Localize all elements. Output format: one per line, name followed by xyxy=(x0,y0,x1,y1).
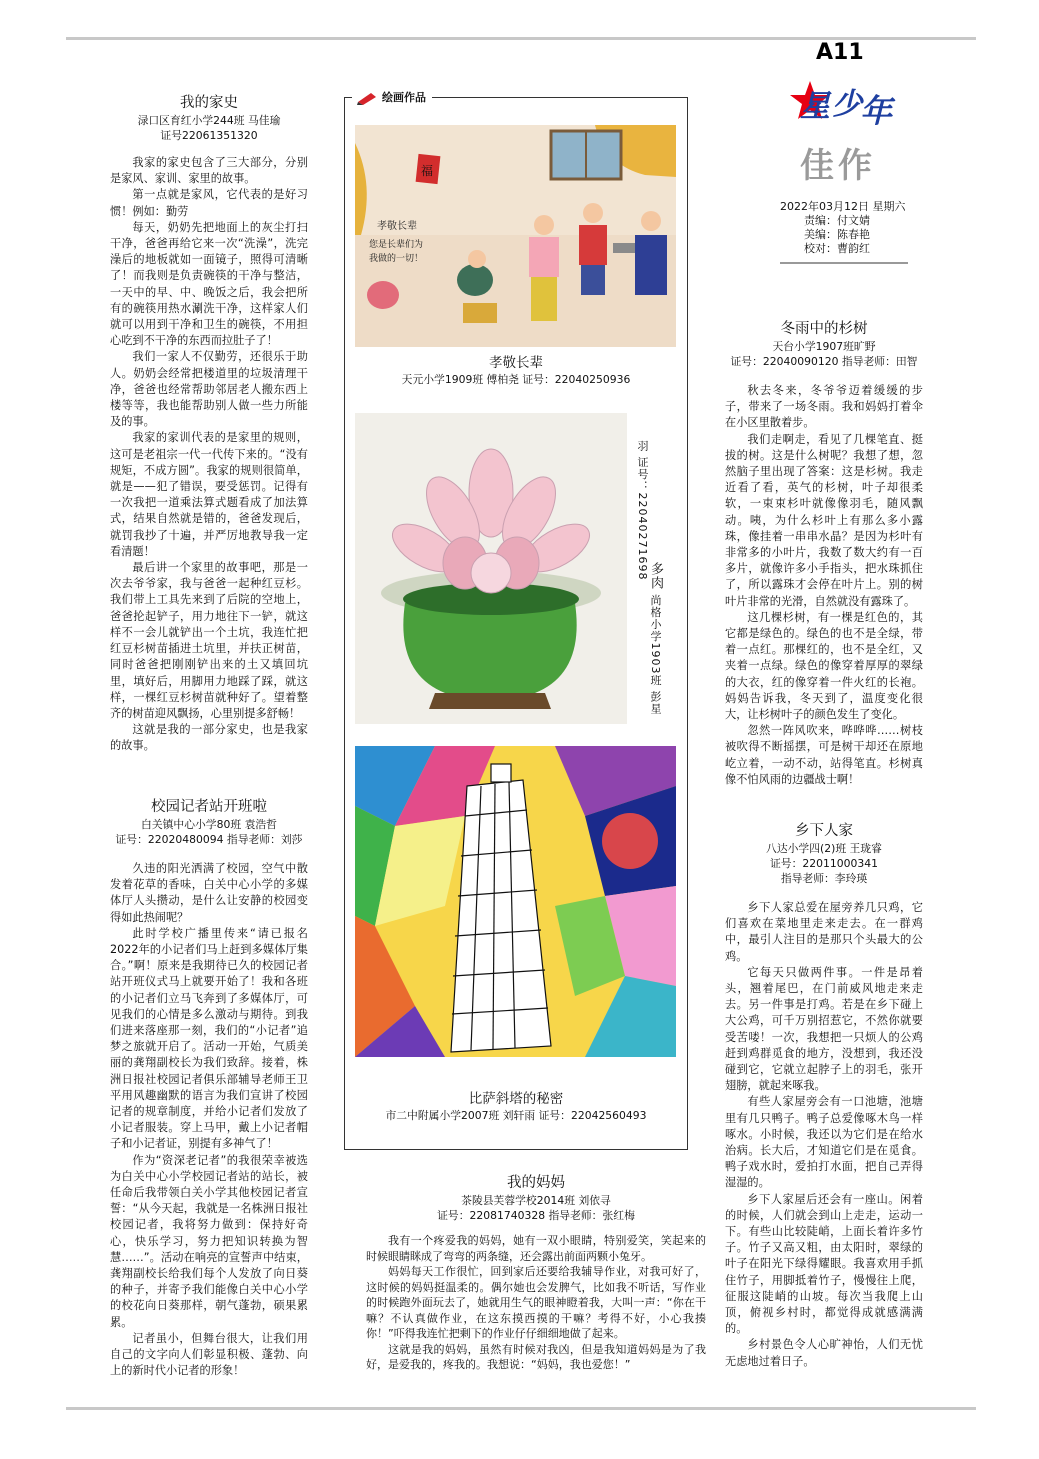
painting-respect-elders xyxy=(355,125,676,347)
paragraph: 我家的家训代表的是家里的规则，这可是老祖宗一代一代传下来的。“没有规矩，不成方圆”。我家的规则很简单，就是——犯了错误，要受惩罚。记得有一次我把一道乘法算式题看成了加法算式，结果自然就是错的，爸爸发现后，就罚我抄了十遍，并严厉地教导我一定看清题！ xyxy=(110,431,308,558)
article-byline: 指导老师：李玲瑛 xyxy=(780,872,868,885)
article-byline: 证号：22011000341 xyxy=(770,857,878,870)
paragraph: 我们走啊走，看见了几棵笔直、挺拔的树。这是什么树呢？我想了想，忽然脑子里出现了答案：这是杉树。我走近看了看，英气的杉树，叶子却很柔软，一束束杉叶就像像羽毛，随风飘动。咦，为什么杉叶上有那么多小露珠，像挂着一串串水晶？是因为杉叶有非常多的小叶片，我数了数大约有一百多片，就像许多小手指头，把水珠抓住了，所以露珠才会停在叶片上。别的树叶片非常的光滑，自然就没有露珠了。 xyxy=(725,432,923,608)
masthead-rule xyxy=(780,262,908,264)
painting-title: 孝敬长辈 xyxy=(489,355,543,371)
article-title: 校园记者站开班啦 xyxy=(151,799,267,815)
painting-title: 多肉 xyxy=(648,562,663,590)
article-title: 我的妈妈 xyxy=(507,1175,565,1191)
paragraph: 我家的家史包含了三大部分，分别是家风、家训、家里的故事。 xyxy=(110,156,308,186)
pencil-icon xyxy=(356,90,378,104)
paragraph: 有些人家屋旁会有一口池塘，池塘里有几只鸭子。鸭子总爱像啄木鸟一样啄水。小时候，我还以为它们是在给水治病。长大后，才知道它们是在觅食。鸭子戏水时，爱拍打水面，把自己弄得湿湿的。 xyxy=(725,1095,923,1190)
article-byline: 渌口区育红小学244班 马佳瑜 xyxy=(137,114,281,127)
art-text: 您是长辈们为 xyxy=(369,240,424,250)
article-title: 乡下人家 xyxy=(795,823,853,839)
paragraph: 最后讲一个家里的故事吧，那是一次去爷爷家，我与爸爸一起种红豆杉。我们带上工具先来到了后院的空地上，爸爸抡起铲子，用力地往下一铲，就这样不一会儿就铲出一个土坑，我连忙把红豆杉树苗插进土坑里，并扶正树苗，同时爸爸把刚刚铲出来的土又填回坑里，填好后，用脚用力地踩了踩，就这样，一棵红豆杉树苗就种好了。望着整齐的树苗迎风飘扬，心里别提多舒畅！ xyxy=(110,561,308,720)
article-my-mom xyxy=(366,1174,706,1373)
art-text: 孝敬长辈 xyxy=(377,221,417,232)
designer-line: 美编：陈春艳 xyxy=(804,228,870,241)
painting-succulent xyxy=(355,413,627,724)
article-byline: 天台小学1907班旷野 xyxy=(772,340,876,353)
brand-logo xyxy=(788,78,908,128)
svg-text:少: 少 xyxy=(832,88,862,121)
paragraph: 乡村景色令人心旷神怡，人们无忧无虑地过着日子。 xyxy=(725,1338,923,1368)
art-text: 我做的一切！ xyxy=(369,254,424,264)
svg-text:年: 年 xyxy=(860,93,893,128)
painting-title: 比萨斜塔的秘密 xyxy=(468,1091,564,1107)
painting-3-caption xyxy=(346,1090,686,1123)
painting-credit: 市二中附属小学2007班 刘轩雨 证号：22042560493 xyxy=(385,1109,647,1122)
date-line: 2022年03月12日 星期六 xyxy=(780,200,906,213)
painting-credit: 尚格小学1903班 彭星羽 证号：22040271698 xyxy=(636,440,662,715)
section-title: 佳作 xyxy=(800,146,876,186)
article-campus-reporter xyxy=(110,798,308,1380)
paragraph: 这几棵杉树，有一棵是红色的，其它都是绿色的。绿色的也不是全绿，带着一点红。那棵红的，也不是全红，又夹着一点绿。绿色的像穿着厚厚的翠绿的大衣，红的像穿着一件火红的长袍。妈妈告诉我，冬天到了，温度变化很大，让杉树叶子的颜色发生了变化。 xyxy=(725,610,923,722)
article-byline: 证号22061351320 xyxy=(160,129,258,142)
article-family-history xyxy=(110,94,308,755)
article-countryside xyxy=(725,822,923,1370)
painting-credit: 天元小学1909班 傅柏尧 证号：22040250936 xyxy=(401,373,631,386)
article-byline: 证号：22081740328 指导老师：张红梅 xyxy=(437,1209,635,1222)
article-title: 我的家史 xyxy=(180,95,238,111)
masthead xyxy=(728,40,918,270)
paragraph: 作为“资深老记者”的我很荣幸被选为白关中心小学校园记者站的站长，被任命后我带领白关小学其他校园记者宣誓：“从今天起，我就是一名株洲日报社校园记者，我将努力做到：保持好奇心，快乐学习，努力把知识转换为智慧……”。活动在响亮的宣誓声中结束，龚翔副校长给我们每个人发放了向日葵的种子，并寄予我们能像白关中心小学的校花向日葵那样，朝气蓬勃，硕果累累。 xyxy=(110,1153,308,1329)
paragraph: 每天，奶奶先把地面上的灰尘打扫干净，爸爸再给它来一次“洗澡”，洗完澡后的地板就如一面镜子，照得可清晰了！而我则是负责碗筷的干净与整洁，一天中的早、中、晚饭之后，我会把所有的碗筷用热水涮洗干净，这样家人们就可以用到干净和卫生的碗筷，不用担心吃到不干净的东西而拉肚子了！ xyxy=(110,220,308,348)
paragraph: 我有一个疼爱我的妈妈，她有一双小眼睛，特别爱笑，笑起来的时候眼睛眯成了弯弯的两条缝，还会露出前面两颗小兔牙。 xyxy=(366,1234,706,1263)
svg-text:星: 星 xyxy=(800,90,830,123)
article-byline: 证号：22020480094 指导老师：刘莎 xyxy=(115,833,303,846)
page-number: A11 xyxy=(816,40,864,65)
seal-text: 福 xyxy=(421,164,434,178)
paragraph: 我们一家人不仅勤劳，还很乐于助人。奶奶会经常把楼道里的垃圾清理干净，爸爸也经常帮助邻居老人搬东西上楼等等，我也能帮助别人做一些力所能及的事。 xyxy=(110,350,308,429)
paragraph: 第一点就是家风，它代表的是好习惯！例如：勤劳 xyxy=(110,188,308,218)
paragraph: 久违的阳光洒满了校园，空气中散发着花草的香味，白关中心小学的多媒体厅人头攒动，是什么让安静的校园变得如此热闹呢？ xyxy=(110,862,308,924)
gallery-tag xyxy=(352,89,432,105)
paragraph: 妈妈每天工作很忙，回到家后还要给我辅导作业，对我可好了，这时候的妈妈挺温柔的。偶尔她也会发脾气，比如我不听话，写作业的时候跑外面玩去了，她就用生气的眼神瞪着我，大叫一声：“你在干嘛？不认真做作业，在这东摸西摸的干嘛？考得不好，小心我揍你！”吓得我连忙把剩下的作业仔仔细细地做了起来。 xyxy=(366,1265,706,1340)
paragraph: 秋去冬来，冬爷爷迈着缓缓的步子，带来了一场冬雨。我和妈妈打着伞在小区里散着步。 xyxy=(725,384,923,430)
paragraph: 乡下人家总爱在屋旁养几只鸡，它们喜欢在菜地里走来走去。在一群鸡中，最引人注目的是那只个头最大的公鸡。 xyxy=(725,901,923,963)
painting-1-caption xyxy=(346,354,686,387)
paragraph: 乡下人家屋后还会有一座山。闲着的时候，人们就会到山上走走，运动一下。有些山比较陡峭，上面长着许多竹子。竹子又高又粗，由太阳时，翠绿的叶子在阳光下绿得耀眼。我喜欢用手抓住竹子，用脚抵着竹子，慢慢往上爬，征服这陡峭的山坡。每次当我爬上山顶，俯视乡村时，都觉得成就感满满的。 xyxy=(725,1192,923,1336)
editor-line: 责编：付文婧 xyxy=(804,214,870,227)
gallery-tag-label: 绘画作品 xyxy=(382,91,426,104)
article-byline: 证号：22040090120 指导老师：田智 xyxy=(730,355,918,368)
paragraph: 这就是我的妈妈，虽然有时候对我凶，但是我知道妈妈是为了我好，是爱我的，疼我的。我想说：“妈妈，我也爱您！” xyxy=(366,1342,706,1371)
paragraph: 这就是我的一部分家史，也是我家的故事。 xyxy=(110,723,308,753)
proofreader-line: 校对：曹韵红 xyxy=(804,242,870,255)
painting-pisa-tower xyxy=(355,746,676,1057)
paragraph: 它每天只做两件事。一件是昂着头，翘着尾巴，在门前威风地走来走去。另一件事是打鸡。若是在乡下碰上大公鸡，可千万别招惹它，不然你就要受苦喽！一次，我想把一只烦人的公鸡赶到鸡群觅食的地方，没想到，我还没碰到它，它就立起脖子上的羽毛，张开翅膀，就起来啄我。 xyxy=(725,965,923,1093)
bottom-rule xyxy=(66,1407,976,1410)
paragraph: 忽然一阵风吹来，哗哗哗……树枝被吹得不断摇摆，可是树干却还在原地屹立着，一动不动，站得笔直。杉树真像不怕风雨的边疆战士啊！ xyxy=(725,724,923,786)
painting-2-caption xyxy=(636,440,662,720)
article-byline: 茶陵县芙蓉学校2014班 刘依寻 xyxy=(461,1194,611,1207)
article-title: 冬雨中的杉树 xyxy=(780,321,868,337)
article-byline: 白关镇中心小学80班 袁浩哲 xyxy=(141,818,277,831)
article-fir-tree xyxy=(725,320,923,788)
paragraph: 此时学校广播里传来“请已报名2022年的小记者们马上赶到多媒体厅集合。”啊！原来是我期待已久的校园记者站开班仪式马上就要开始了！我和各班的小记者们立马飞奔到了多媒体厅，可见我们的心情是多么激动与期待。到我们进来落座那一刻，我们的“小记者”追梦之旅就开启了。活动一开始，气质美丽的龚翔副校长为我们致辞。接着，株洲日报社校园记者俱乐部辅导老师王卫平用风趣幽默的语言为我们宣讲了校园记者的规章制度，并给小记者们发放了小记者服装。穿上马甲，戴上小记者帽子和小记者证，别提有多神气了！ xyxy=(110,926,308,1151)
paragraph: 记者虽小，但舞台很大，让我们用自己的文字向人们彰显积极、蓬勃、向上的新时代小记者的形象！ xyxy=(110,1331,308,1378)
article-byline: 八达小学四(2)班 王珑睿 xyxy=(766,842,882,855)
